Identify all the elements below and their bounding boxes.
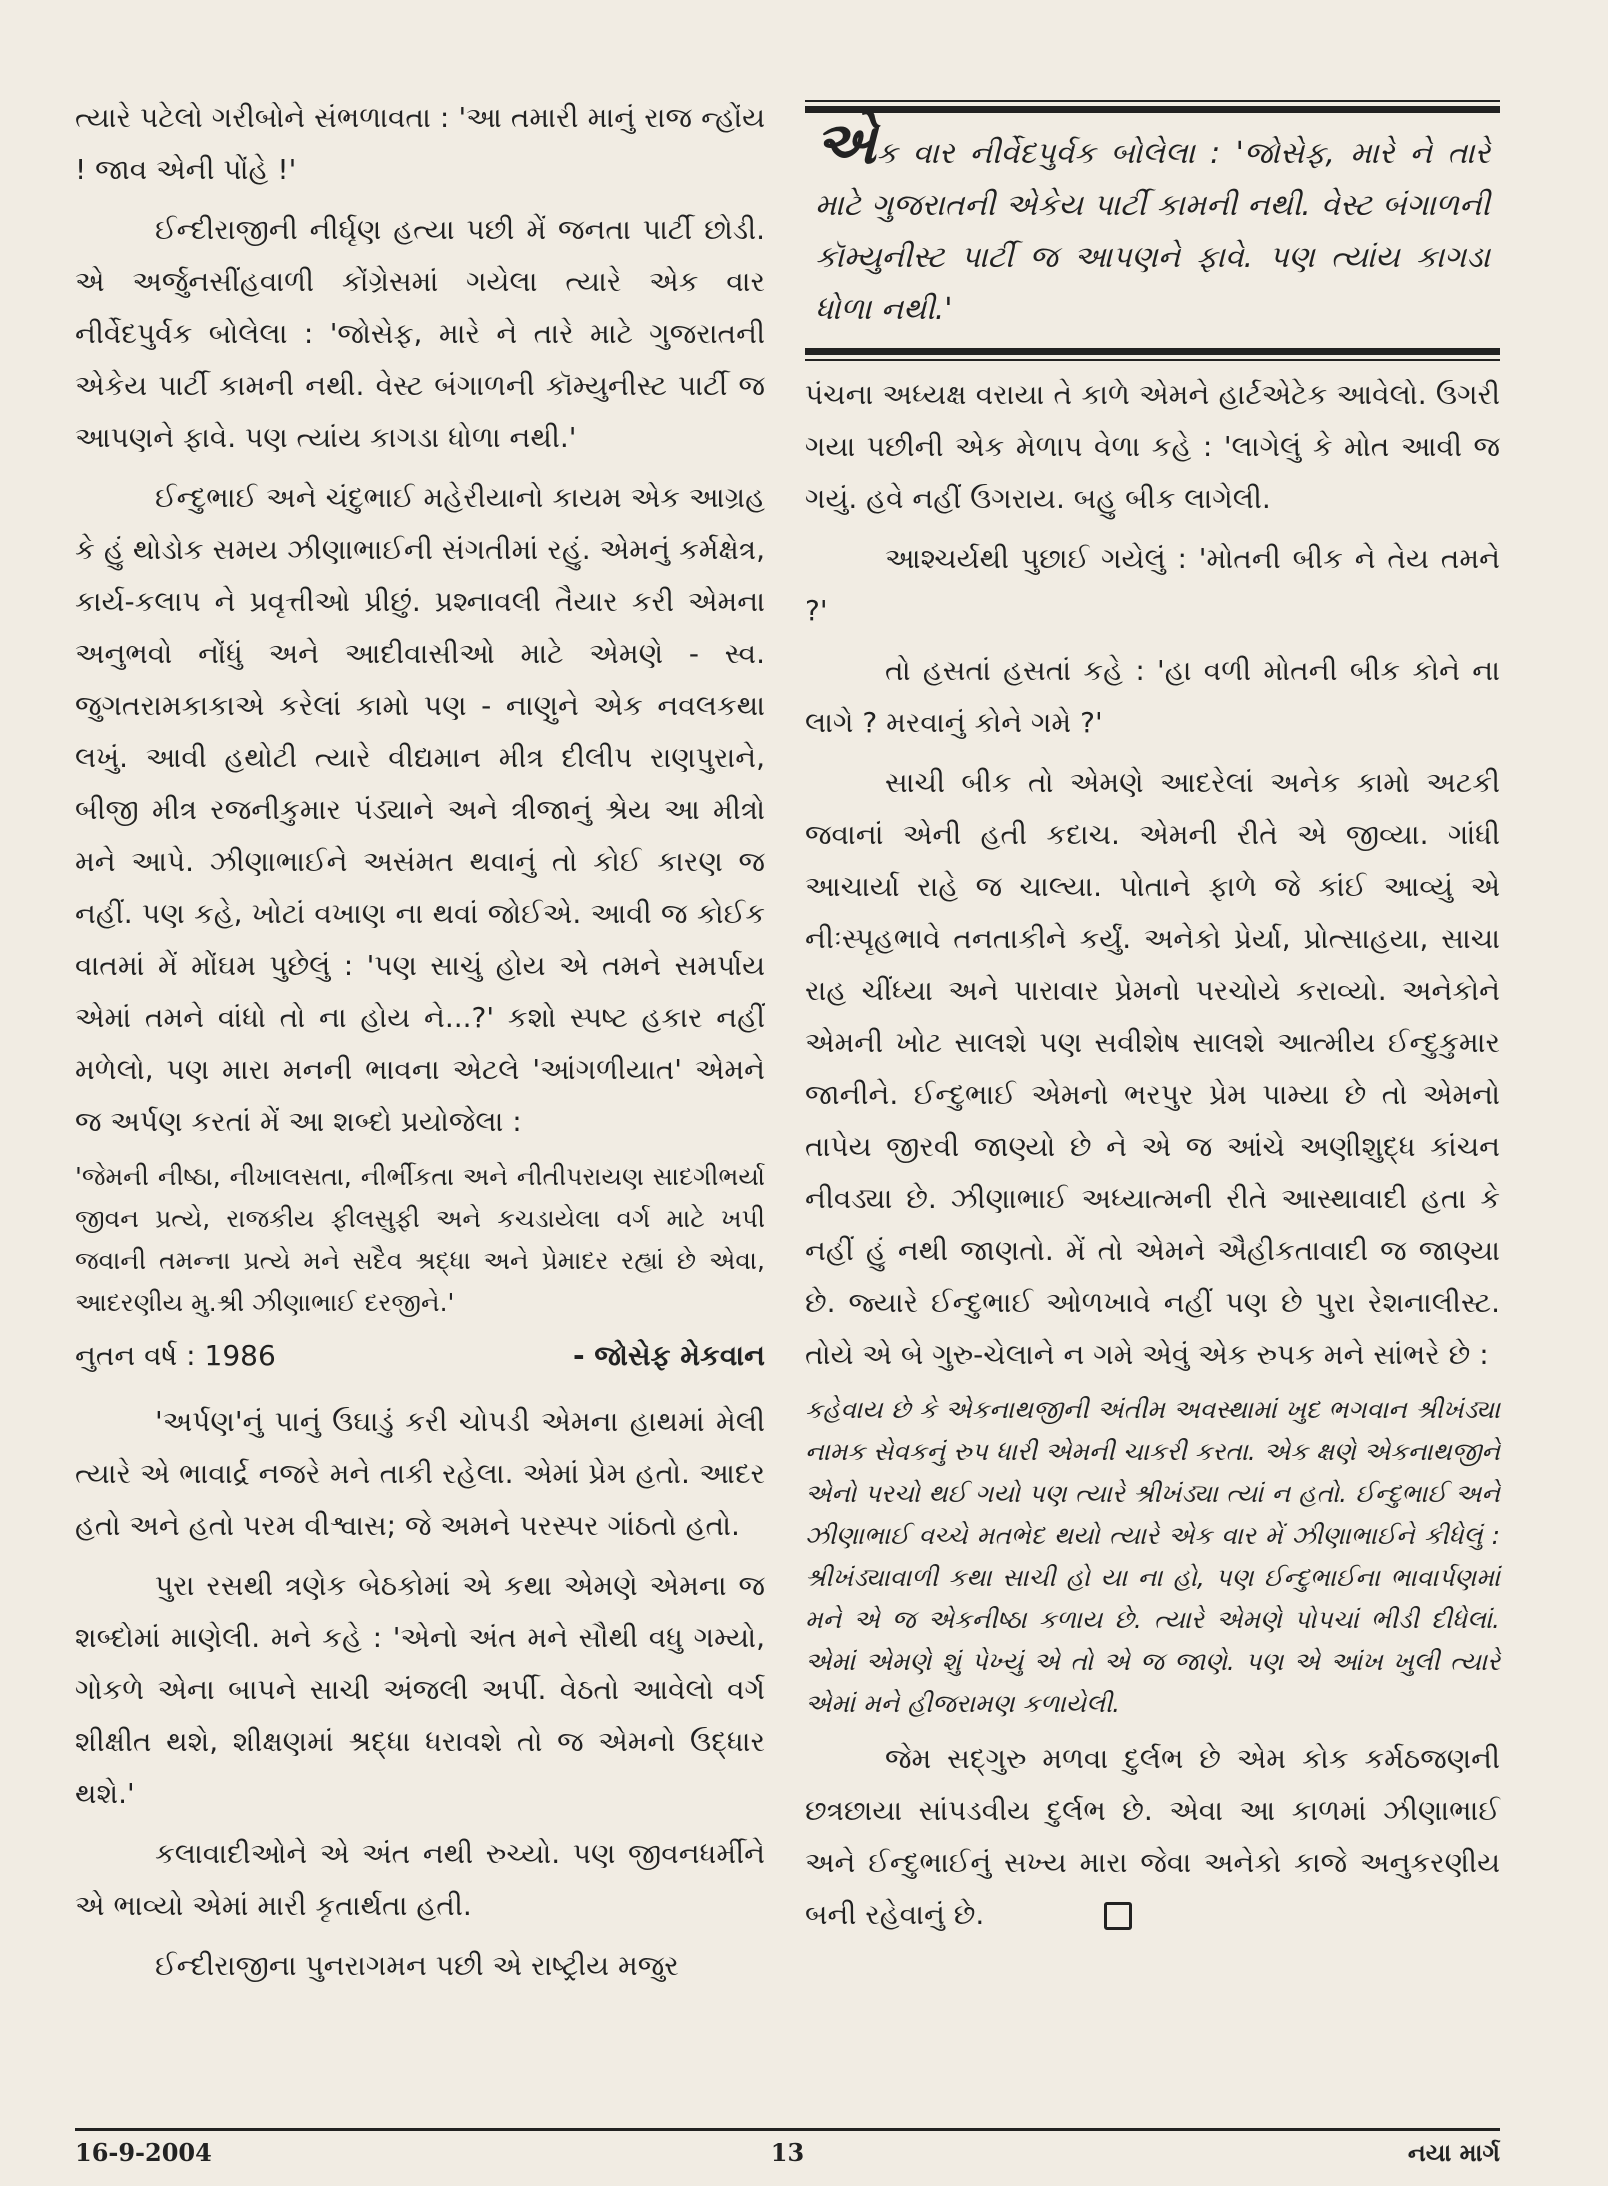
paragraph: આશ્ચર્યથી પુછાઈ ગયેલું : 'મોતની બીક ને તેય તમને ?' [805, 542, 1500, 627]
pull-quote-text: ક વાર નીર્વેદપુર્વક બોલેલા : 'જોસેફ, મારે ને તારે માટે ગુજરાતની એકેય પાર્ટી કામની નથી. વેસ્ટ બંગાળની કૉમ્યુનીસ્ટ પાર્ટી જ આપણને ફાવે. પણ ત્યાંય કાગડા ધોળા નથી.' [815, 136, 1490, 327]
paragraph: પુરા રસથી ત્રણેક બેઠકોમાં એ કથા એમણે એમના જ શબ્દોમાં માણેલી. મને કહે : 'એનો અંત મને સૌથી વધુ ગમ્યો, ગોકળે એના બાપને સાચી અંજલી અર્પી. વેઠતો આવેલો વર્ગ શીક્ષીત થશે, શીક્ષણમાં શ્રદ્ધા ધરાવશે તો જ એમનો ઉદ્ધાર થશે.' [75, 1569, 765, 1810]
page-number: 13 [770, 2138, 805, 2167]
paragraph: સાચી બીક તો એમણે આદરેલાં અનેક કામો અટકી જવાનાં એની હતી કદાચ. એમની રીતે એ જીવ્યા. ગાંધી આચાર્યા રાહે જ ચાલ્યા. પોતાને ફાળે જે કાંઈ આવ્યું એ નીઃસ્પૃહભાવે તનતાકીને કર્યું. અનેકો પ્રેર્યા, પ્રોત્સાહયા, સાચા રાહ ચીંધ્યા અને પારાવાર પ્રેમનો પરચોયે કરાવ્યો. અનેકોને એમની ખોટ સાલશે પણ સવીશેષ સાલશે આત્મીય ઈન્દુકુમાર જાનીને. ઈન્દુભાઈ એમનો ભરપુર પ્રેમ પામ્યા છે તો એમનો તાપેય જીરવી જાણ્યો છે ને એ જ આંચે અણીશુદ્ધ કાંચન નીવડ્યા છે. ઝીણાભાઈ અધ્યાત્મની રીતે આસ્થાવાદી હતા કે નહીં હું નથી જાણતો. મેં તો એમને ઐહીકતાવાદી જ જાણ્યા છે. જ્યારે ઈન્દુભાઈ ઓળખાવે નહીં પણ છે પુરા રેશનાલીસ્ટ. તોયે એ બે ગુરુ-ચેલાને ન ગમે એવું એક રુપક મને સાંભરે છે : [805, 766, 1500, 1371]
divider [805, 348, 1500, 355]
dedication-quote: 'જેમની નીષ્ઠા, નીખાલસતા, નીર્ભીકતા અને નીતીપરાયણ સાદગીભર્યા જીવન પ્રત્યે, રાજકીય ફીલસુફી અને કચડાયેલા વર્ગ માટે ખપી જવાની તમન્ના પ્રત્યે મને સદૈવ શ્રદ્ધા અને પ્રેમાદર રહ્યાં છે એવા, આદરણીય મુ.શ્રી ઝીણાભાઈ દરજીને.' [75, 1162, 765, 1317]
end-mark-icon [1104, 1902, 1132, 1930]
left-column [75, 92, 765, 2000]
paragraph: કલાવાદીઓને એ અંત નથી રુચ્યો. પણ જીવનધર્મીને એ ભાવ્યો એમાં મારી કૃતાર્થતા હતી. [75, 1837, 765, 1922]
pull-quote [805, 109, 1500, 348]
footer-date: 16-9-2004 [75, 2138, 212, 2167]
divider [805, 106, 1500, 113]
paragraph: ત્યારે પટેલો ગરીબોને સંભળાવતા : 'આ તમારી માનું રાજ ન્હોંય ! જાવ એની પોંહે !' [75, 101, 765, 186]
divider [805, 359, 1500, 361]
paragraph: ઈન્દુભાઈ અને ચંદુભાઈ મહેરીયાનો કાયમ એક આગ્રહ કે હું થોડોક સમય ઝીણાભાઈની સંગતીમાં રહું. એમનું કર્મક્ષેત્ર, કાર્ય-કલાપ ને પ્રવૃત્તીઓ પ્રીછું. પ્રશ્નાવલી તૈયાર કરી એમના અનુભવો નોંધું અને આદીવાસીઓ માટે એમણે - સ્વ. જુગતરામકાકાએ કરેલાં કામો પણ - નાણુને એક નવલકથા લખું. આવી હથોટી ત્યારે વીદ્યમાન મીત્ર દીલીપ રાણપુરાને, બીજી મીત્ર રજનીકુમાર પંડ્યાને અને ત્રીજાનું શ્રેય આ મીત્રો મને આપે. ઝીણાભાઈને અસંમત થવાનું તો કોઈ કારણ જ નહીં. પણ કહે, ખોટાં વખાણ ના થવાં જોઈએ. આવી જ કોઈક વાતમાં મેં મોંઘમ પુછેલું : 'પણ સાચું હોય એ તમને સમર્પાય એમાં તમને વાંધો તો ના હોય ને...?' કશો સ્પષ્ટ હકાર નહીં મળેલો, પણ મારા મનની ભાવના એટલે 'આંગળીયાત' એમને જ અર્પણ કરતાં મેં આ શબ્દો પ્રયોજેલા : [75, 481, 765, 1138]
paragraph: ઈન્દીરાજીના પુનરાગમન પછી એ રાષ્ટ્રીય મજુર [155, 1949, 679, 1982]
signature-row [75, 1330, 765, 1382]
paragraph: 'અર્પણ'નું પાનું ઉઘાડું કરી ચોપડી એમના હાથમાં મેલી ત્યારે એ ભાવાર્દ્ર નજરે મને તાકી રહેલા. એમાં પ્રેમ હતો. આદર હતો અને હતો પરમ વીશ્વાસ; જે અમને પરસ્પર ગાંઠતો હતો. [75, 1405, 765, 1542]
signature-author: - જોસેફ મેકવાન [573, 1339, 765, 1372]
paragraph [805, 1733, 1500, 1941]
right-column [805, 92, 1500, 1949]
signature-date: નુતન વર્ષ : 1986 [75, 1339, 276, 1372]
footer-divider [75, 2128, 1500, 2131]
closing-text: જેમ સદ્ગુરુ મળવા દુર્લભ છે એમ કોક કર્મઠજણની છત્રછાયા સાંપડવીય દુર્લભ છે. એવા આ કાળમાં ઝીણાભાઈ અને ઈન્દુભાઈનું સખ્ય મારા જેવા અનેકો કાજે અનુકરણીય બની રહેવાનું છે. [805, 1742, 1500, 1931]
paragraph: ઈન્દીરાજીની નીર્ઘૃણ હત્યા પછી મેં જનતા પાર્ટી છોડી. એ અર્જુનસીંહવાળી કોંગ્રેસમાં ગયેલા ત્યારે એક વાર નીર્વેદપુર્વક બોલેલા : 'જોસેફ, મારે ને તારે માટે ગુજરાતની એકેય પાર્ટી કામની નથી. વેસ્ટ બંગાળની કૉમ્યુનીસ્ટ પાર્ટી જ આપણને ફાવે. પણ ત્યાંય કાગડા ધોળા નથી.' [75, 213, 765, 454]
pull-quote-dropcap: એ [815, 109, 877, 177]
magazine-name: નયા માર્ગ [1407, 2138, 1500, 2167]
italic-anecdote: કહેવાય છે કે એકનાથજીની અંતીમ અવસ્થામાં ખુદ ભગવાન શ્રીખંડ્યા નામક સેવકનું રુપ ધારી એમની ચાકરી કરતા. એક ક્ષણે એકનાથજીને એનો પરચો થઈ ગયો પણ ત્યારે શ્રીખંડ્યા ત્યાં ન હતો. ઈન્દુભાઈ અને ઝીણાભાઈ વચ્ચે મતભેદ થયો ત્યારે એક વાર મેં ઝીણાભાઈને કીધેલું : શ્રીખંડ્યાવાળી કથા સાચી હો યા ના હો, પણ ઈન્દુભાઈના ભાવાર્પણમાં મને એ જ એકનીષ્ઠા કળાય છે. ત્યારે એમણે પોપચાં ભીડી દીધેલાં. એમાં એમણે શું પેખ્યું એ તો એ જ જાણે. પણ એ આંખ ખુલી ત્યારે એમાં મને હીજરામણ કળાયેલી. [805, 1395, 1500, 1718]
paragraph: તો હસતાં હસતાં કહે : 'હા વળી મોતની બીક કોને ના લાગે ? મરવાનું કોને ગમે ?' [805, 654, 1500, 739]
divider [805, 100, 1500, 102]
paragraph: પંચના અધ્યક્ષ વરાયા તે કાળે એમને હાર્ટએટેક આવેલો. ઉગરી ગયા પછીની એક મેળાપ વેળા કહે : 'લાગેલું કે મોત આવી જ ગયું. હવે નહીં ઉગરાય. બહુ બીક લાગેલી. [805, 378, 1500, 515]
